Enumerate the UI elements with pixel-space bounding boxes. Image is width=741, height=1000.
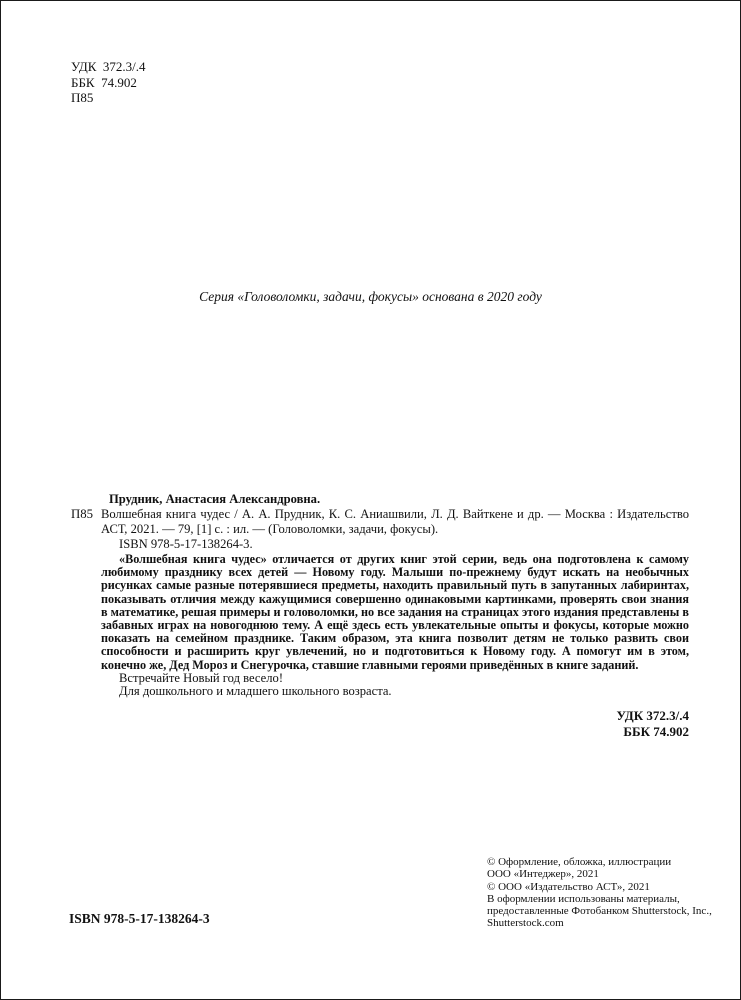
author-heading: Прудник, Анастасия Александровна.	[109, 492, 321, 506]
annotation-text: «Волшебная книга чудес» отличается от других книг этой серии, ведь она подготовлена к самому любимому празднику всех детей — Новому году. Малыши по-прежнему будут искать на необычных рисунках самые разные потерявшиеся предметы, находить правильный путь в запутанных лабиринтах, показывать отличия между кажущимися совершенно одинаковыми картинками, проверять свои знания в математике, решая примеры и головоломки, но все задания на страницах этого издания представлены в забавных играх на новогоднюю тему. А ещё здесь есть увлекательные опыты и фокусы, которые можно показать на семейном празднике. Таким образом, эта книга позволит детям не только развить свои способности и расширить круг увлечений, но и подготовиться к Новому году. А помогут им в этом, конечно же, Дед Мороз и Снегурочка, ставшие главными героями приведённых в книге заданий.	[101, 552, 689, 672]
margin-author-sign: П85	[71, 507, 94, 521]
slogan-line: Встречайте Новый год весело!	[119, 670, 284, 685]
isbn-footer: ISBN 978-5-17-138264-3	[69, 911, 210, 926]
isbn-line: ISBN 978-5-17-138264-3.	[119, 537, 253, 551]
bbk-code-top: ББК 74.902	[71, 74, 137, 90]
bibliographic-entry	[101, 492, 689, 739]
copyright-line: В оформлении использованы материалы,	[487, 892, 680, 905]
bibliographic-description: Волшебная книга чудес / А. А. Прудник, К. С. Аниашвили, Л. Д. Вайткене и др. — Москва : Издательство АСТ, 2021. — 79, [1] с. : ил. — (Головоломки, задачи, фокусы).	[101, 507, 689, 536]
copyright-line: © Оформление, обложка, иллюстрации	[487, 856, 672, 868]
copyright-line: предоставленные Фотобанком Shutterstock, Inc.,	[487, 905, 712, 918]
top-classification-codes	[71, 59, 146, 106]
bbk-code-bottom: ББК 74.902	[623, 723, 689, 739]
copyright-line: © ООО «Издательство АСТ», 2021	[487, 880, 650, 893]
udk-code-top: УДК 372.3/.4	[71, 59, 146, 74]
copyright-block	[487, 856, 712, 930]
series-note: Серия «Головоломки, задачи, фокусы» основана в 2020 году	[199, 289, 542, 304]
bottom-classification-codes	[101, 708, 689, 739]
udk-code-bottom: УДК 372.3/.4	[616, 708, 689, 724]
copyright-line: Shutterstock.com	[487, 917, 564, 930]
author-sign-top: П85	[71, 90, 94, 105]
audience-note: Для дошкольного и младшего школьного возраста.	[119, 684, 392, 699]
copyright-line: ООО «Интеджер», 2021	[487, 868, 599, 881]
